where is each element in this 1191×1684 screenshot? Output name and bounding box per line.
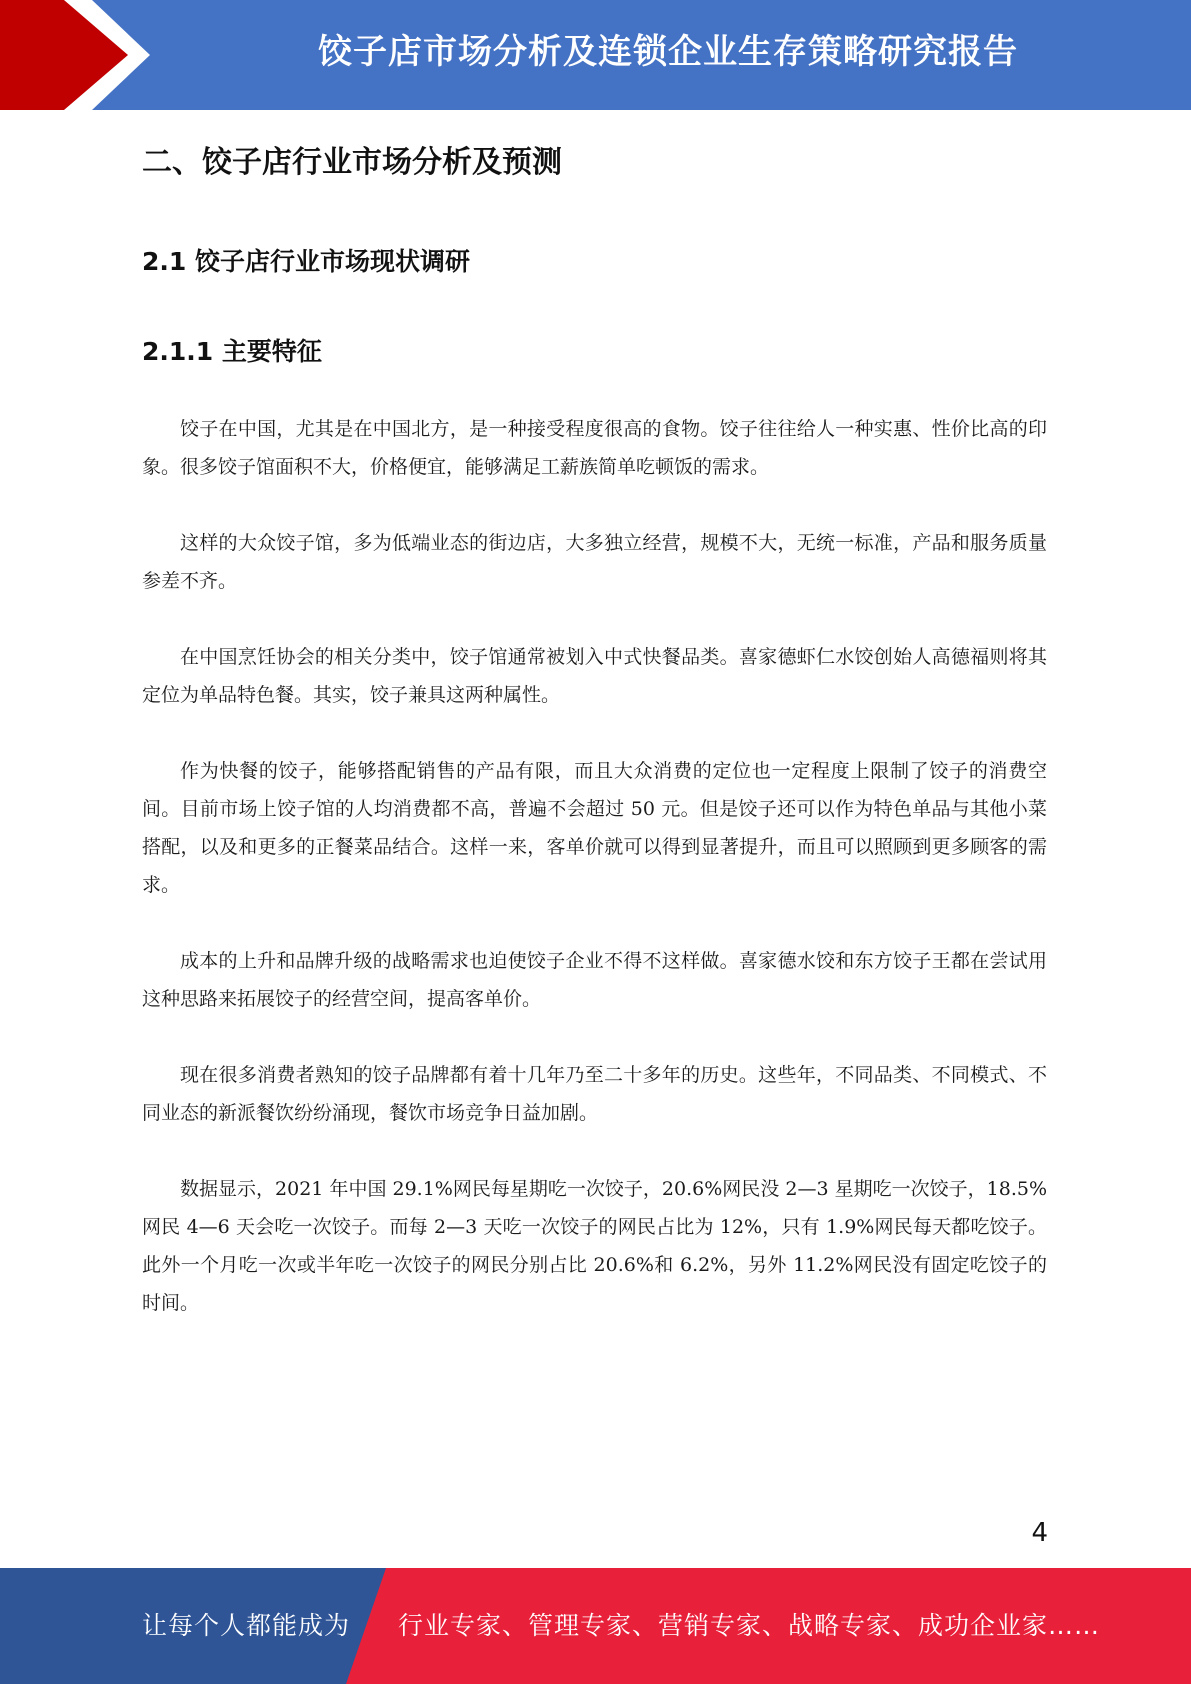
header-bar — [0, 0, 1191, 110]
footer-slogan-right: 行业专家、管理专家、营销专家、战略专家、成功企业家…… — [398, 1611, 1101, 1640]
section-heading: 2.1 饺子店行业市场现状调研 — [142, 247, 470, 276]
paragraph: 这样的大众饺子馆，多为低端业态的街边店，大多独立经营，规模不大，无统一标准，产品和服务质量参差不齐。 — [142, 532, 1047, 592]
footer-bar — [0, 1568, 1191, 1684]
page-content — [142, 130, 1047, 1322]
header-arrow-decoration — [0, 0, 160, 110]
paragraph: 作为快餐的饺子，能够搭配销售的产品有限，而且大众消费的定位也一定程度上限制了饺子的消费空间。目前市场上饺子馆的人均消费都不高，普遍不会超过 50 元。但是饺子还可以作为特色单品与其他小菜搭配，以及和更多的正餐菜品结合。这样一来，客单价就可以得到显著提升，而且可以照顾到更多顾客的需求。 — [142, 760, 1047, 896]
chapter-heading: 二、饺子店行业市场分析及预测 — [142, 145, 562, 180]
footer-slogan-left: 让每个人都能成为 — [142, 1611, 351, 1640]
paragraph: 成本的上升和品牌升级的战略需求也迫使饺子企业不得不这样做。喜家德水饺和东方饺子王都在尝试用这种思路来拓展饺子的经营空间，提高客单价。 — [142, 950, 1047, 1010]
subsection-heading: 2.1.1 主要特征 — [142, 337, 322, 366]
page-number: 4 — [1031, 1518, 1048, 1548]
paragraph: 在中国烹饪协会的相关分类中，饺子馆通常被划入中式快餐品类。喜家德虾仁水饺创始人高德福则将其定位为单品特色餐。其实，饺子兼具这两种属性。 — [142, 646, 1047, 706]
report-title: 饺子店市场分析及连锁企业生存策略研究报告 — [318, 32, 1018, 72]
paragraph: 饺子在中国，尤其是在中国北方，是一种接受程度很高的食物。饺子往往给人一种实惠、性价比高的印象。很多饺子馆面积不大，价格便宜，能够满足工薪族简单吃顿饭的需求。 — [142, 418, 1047, 478]
paragraph: 现在很多消费者熟知的饺子品牌都有着十几年乃至二十多年的历史。这些年，不同品类、不同模式、不同业态的新派餐饮纷纷涌现，餐饮市场竞争日益加剧。 — [142, 1064, 1047, 1124]
paragraph: 数据显示，2021 年中国 29.1%网民每星期吃一次饺子，20.6%网民没 2—3 星期吃一次饺子，18.5%网民 4—6 天会吃一次饺子。而每 2—3 天吃一次饺子的网民占比为 12%，只有 1.9%网民每天都吃饺子。此外一个月吃一次或半年吃一次饺子的网民分别占比 20.6%和 6.2%，另外 11.2%网民没有固定吃饺子的时间。 — [142, 1178, 1047, 1314]
